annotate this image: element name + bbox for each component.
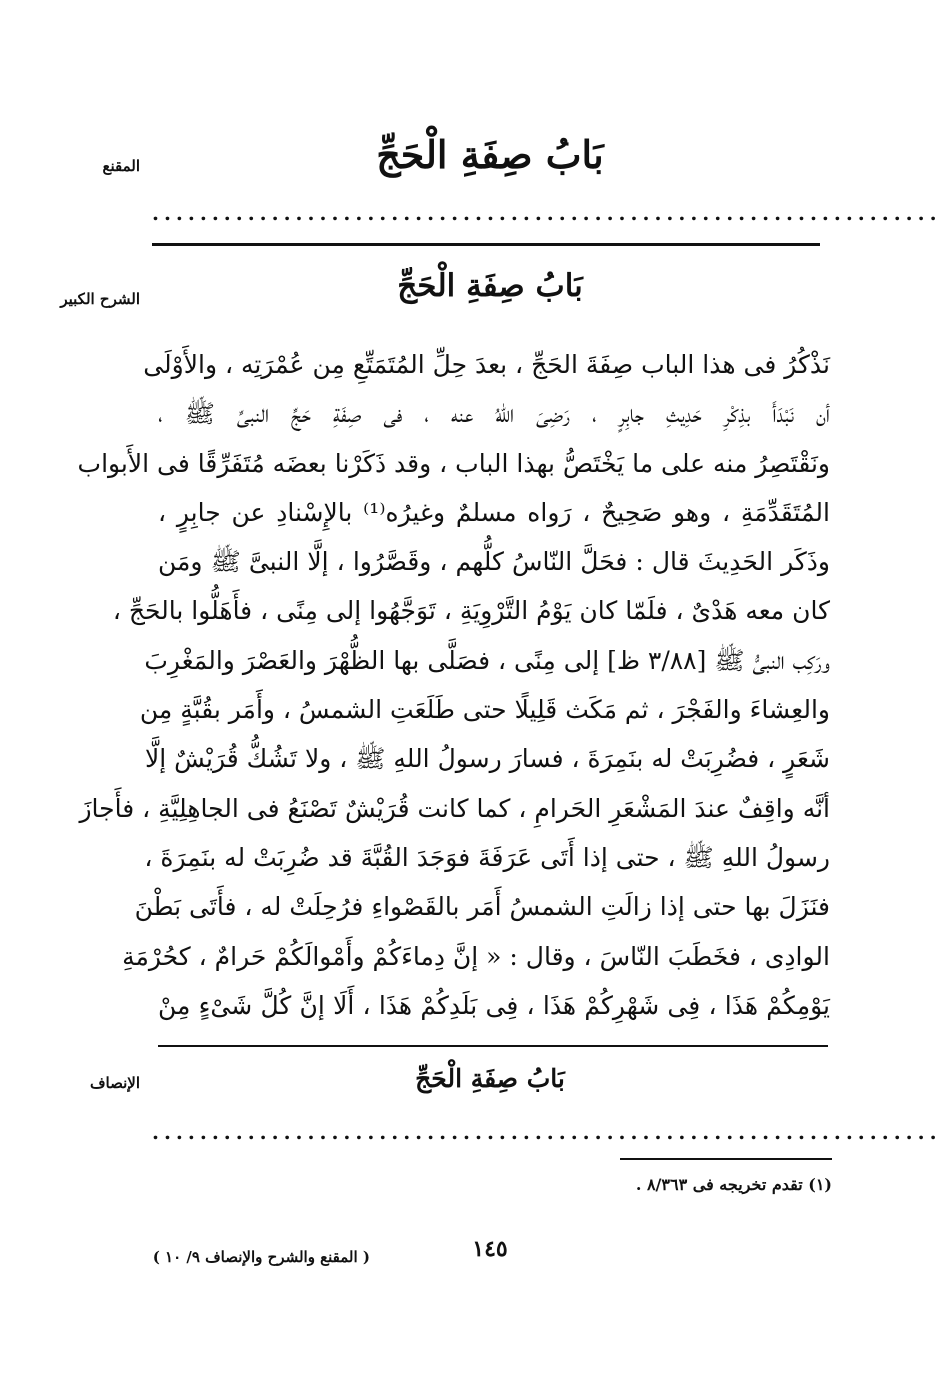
source-reference: ( المقنع والشرح والإنصاف ٩/ ١٠ ) <box>152 1248 370 1266</box>
section-label-insaf: الإنصاف <box>89 1074 140 1092</box>
page-number: ١٤٥ <box>472 1236 508 1262</box>
body-line: رسولُ اللهِ ﷺ ، حتى إذا أَتَى عَرَفَةَ فوَجَدَ القُبَّةَ قد ضُرِبَتْ له بنَمِرَةَ ، <box>144 842 830 872</box>
body-line: فنَزَلَ بها حتى إذا زالَتِ الشمسُ أَمَر بالقَصْواءِ فرُحِلَتْ له ، فأَتَى بَطْنَ <box>134 892 830 922</box>
section-label-sharh: الشرح الكبير <box>60 290 140 308</box>
chapter-heading-muqni: بَابُ صِفَةِ الْحَجِّ <box>376 132 604 177</box>
section-divider-bottom <box>158 1045 828 1047</box>
body-line: المُتَقَدِّمَةِ ، وهو صَحِيحٌ ، رَواه مسلمٌ وغيرُه⁽¹⁾ بالإِسْنادِ عن جابِرٍ ، <box>158 497 830 527</box>
chapter-heading-insaf: بَابُ صِفَةِ الْحَجِّ <box>415 1064 565 1093</box>
body-line: شَعَرٍ ، فضُرِبَتْ له بنَمِرَةَ ، فسارَ رسولُ اللهِ ﷺ ، ولا تَشُكُّ قُرَيْشٌ إلَّا <box>145 744 830 774</box>
body-line: وذَكَر الحَدِيثَ قال : فحَلَّ النّاسُ كلُّهم ، وقَصَّرُوا ، إلَّا النبىَّ ﷺ ومَن <box>158 547 830 577</box>
footnote-rule <box>620 1158 832 1160</box>
body-line: نَذْكُرُ فى هذا الباب صِفَةَ الحَجِّ ، بعدَ حِلِّ المُتَمَتِّعِ مِن عُمْرَتِه ، والأَوْلَى <box>143 350 830 379</box>
dotted-separator-muqni: .................................................................. <box>152 201 942 225</box>
dotted-separator-insaf: .................................................................. <box>152 1120 942 1144</box>
body-line: الوادِى ، فخَطَبَ النّاسَ ، وقال : « إنَّ دِماءَكُمْ وأَمْوالَكُمْ حَرامٌ ، كحُرْمَةِ <box>122 941 830 971</box>
body-line: أن نَبْدَأَ بذِكْرِ حَدِيثِ جابِرٍ ، رَضِىَ اللهُ عنه ، فى صِفَةِ حَجِّ النبىِّ ﷺ ، <box>158 399 830 429</box>
body-line: كان معه هَدْىٌ ، فلَمّا كان يَوْمُ التَّرْوِيَةِ ، تَوَجَّهُوا إلى مِنًى ، فأَهَلُّوا بالحَجِّ ، <box>112 596 830 626</box>
body-line: والعِشاءَ والفَجْرَ ، ثم مَكَث قَلِيلًا حتى طَلَعَتِ الشمسُ ، وأَمَر بقُبَّةٍ مِن <box>139 695 830 725</box>
body-line: ونَقْتَصِرُ منه على ما يَخْتَصُّ بهذا الباب ، وقد ذَكَرْنا بعضَه مُتَفَرِّقًا فى الأَبواب <box>77 448 830 478</box>
body-line: أنَّه واقِفٌ عندَ المَشْعَرِ الحَرامِ ، كما كانت قُرَيْشٌ تَصْنَعُ فى الجاهِلِيَّةِ ، فأَجازَ <box>79 793 830 823</box>
section-divider-top <box>152 243 820 246</box>
body-line: ورَكِب النبىُّ ﷺ [٣/٨٨ ظ] إلى مِنًى ، فصَلَّى بها الظُّهْرَ والعَصْرَ والمَغْرِبَ <box>144 645 830 675</box>
commentary-body <box>77 340 830 1030</box>
footnote: (١) تقدم تخريجه فى ٨/٣٦٣ . <box>635 1175 832 1194</box>
section-label-muqni: المقنع <box>102 157 140 175</box>
body-line: يَوْمِكُمْ هَذَا ، فِى شَهْرِكُمْ هَذَا ، فِى بَلَدِكُمْ هَذَا ، أَلَا إنَّ كُلَّ شَىْءٍ مِنْ <box>158 990 830 1020</box>
chapter-heading-sharh: بَابُ صِفَةِ الْحَجِّ <box>397 268 583 304</box>
